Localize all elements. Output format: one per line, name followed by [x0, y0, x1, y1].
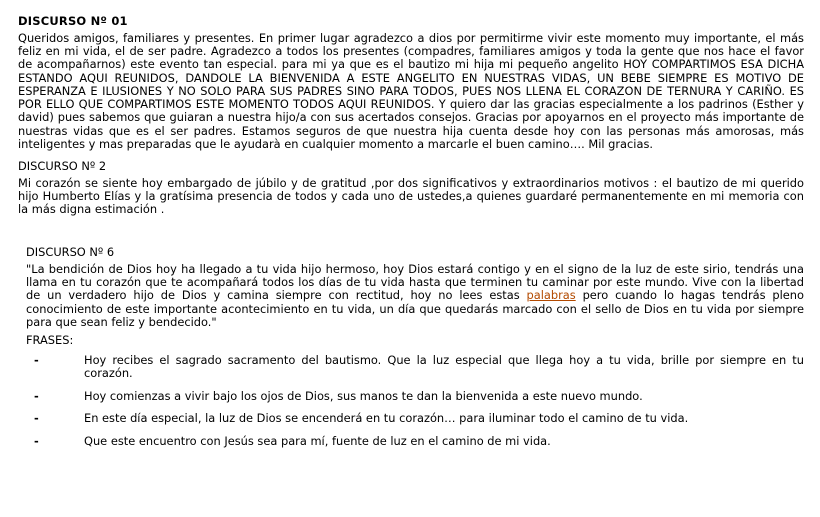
section-paragraph: Mi corazón se siente hoy embargado de júbilo y de gratitud ,por dos significativos y extraordinarios motivos : el bautizo de mi querido hijo Humberto Elías y la gratísima presencia de todos y cada uno de ustedes,a quienes guardaré permanentemente en mi memoria con la más digna estimación .	[18, 175, 804, 217]
section-paragraph: Queridos amigos, familiares y presentes. En primer lugar agradezco a dios por permitirme vivir este momento muy importante, el más feliz en mi vida, el de ser padre. Agradezco a todos los presentes (compadres, familiares amigos y toda la gente que nos hace el favor de acompañarnos) este evento tan especial. para mi ya que es el bautizo mi hija mi pequeño angelito HOY COMPARTIMOS ESA DICHA ESTANDO AQUI REUNIDOS, DANDOLE LA BIENVENIDA A ESTE ANGELITO EN NUESTRAS VIDAS, UN BEBE SIEMPRE ES MOTIVO DE ESPERANZA E ILUSIONES Y NO SOLO PARA SUS PADRES SINO PARA TODOS, PUES NOS LLENA EL CORAZON DE TERNURA Y CARIÑO. ES POR ELLO QUE COMPARTIMOS ESTE MOMENTO TODOS AQUI REUNIDOS. Y quiero dar las gracias especialmente a los padrinos (Esther y david) pues sabemos que guiaran a nuestra hijo/a con sus acertados consejos. Gracias por apoyarnos en el proyecto más importante de nuestras vidas que es el ser padres. Estamos seguros de que nuestra hija cuenta desde hoy con las personas más amorosas, más inteligentes y mas preparadas que le ayudarà en cualquier momento a marcarle el buen camino…. Mil gracias.	[18, 31, 804, 151]
list-item-text: En este día especial, la luz de Dios se encenderá en tu corazón… para iluminar todo el camino de tu vida.	[84, 411, 689, 426]
palabras-link[interactable]: palabras	[526, 288, 576, 303]
section-discurso-02	[18, 160, 804, 216]
list-item	[34, 354, 804, 381]
bullet-icon: -	[34, 352, 39, 367]
frases-label: FRASES:	[26, 333, 74, 348]
section-heading: DISCURSO Nº 6	[26, 245, 115, 260]
list-item-text: Hoy comienzas a vivir bajo los ojos de Dios, sus manos te dan la bienvenida a este nuevo mundo.	[84, 388, 643, 403]
list-item-text: Hoy recibes el sagrado sacramento del bautismo. Que la luz especial que llega hoy a tu vida, brille por siempre en tu corazón.	[84, 352, 804, 381]
frases-list	[34, 354, 804, 448]
spacer	[18, 216, 804, 246]
section-heading: DISCURSO Nº 2	[18, 158, 107, 173]
bullet-icon: -	[34, 388, 39, 403]
section-paragraph	[26, 263, 804, 329]
document-body	[18, 14, 804, 448]
list-item	[34, 435, 804, 448]
paragraph-text-after-link: pero cuando lo hagas tendrás pleno conocimiento de este importante acontecimiento en tu vida, un día que quedarás marcado con el sello de Dios en tu vida por siempre para que sean feliz y bendecido."	[26, 288, 804, 329]
spacer	[18, 151, 804, 160]
list-item	[34, 390, 804, 403]
bullet-icon: -	[34, 411, 39, 426]
section-discurso-01	[18, 14, 804, 151]
bullet-icon: -	[34, 433, 39, 448]
section-discurso-06	[26, 246, 804, 448]
list-item-text: Que este encuentro con Jesús sea para mí, fuente de luz en el camino de mi vida.	[84, 433, 551, 448]
section-heading: DISCURSO Nº 01	[18, 14, 128, 28]
paragraph-text-before-link: "La bendición de Dios hoy ha llegado a tu vida hijo hermoso, hoy Dios estará contigo y en el signo de la luz de este sirio, tendrás una llama en tu corazón que te acompañará todos los días de tu vida hasta que terminen tu caminar por este mundo. Vive con la libertad de un verdadero hijo de Dios y camina siempre con rectitud, hoy no lees estas	[26, 262, 804, 303]
list-item	[34, 412, 804, 425]
